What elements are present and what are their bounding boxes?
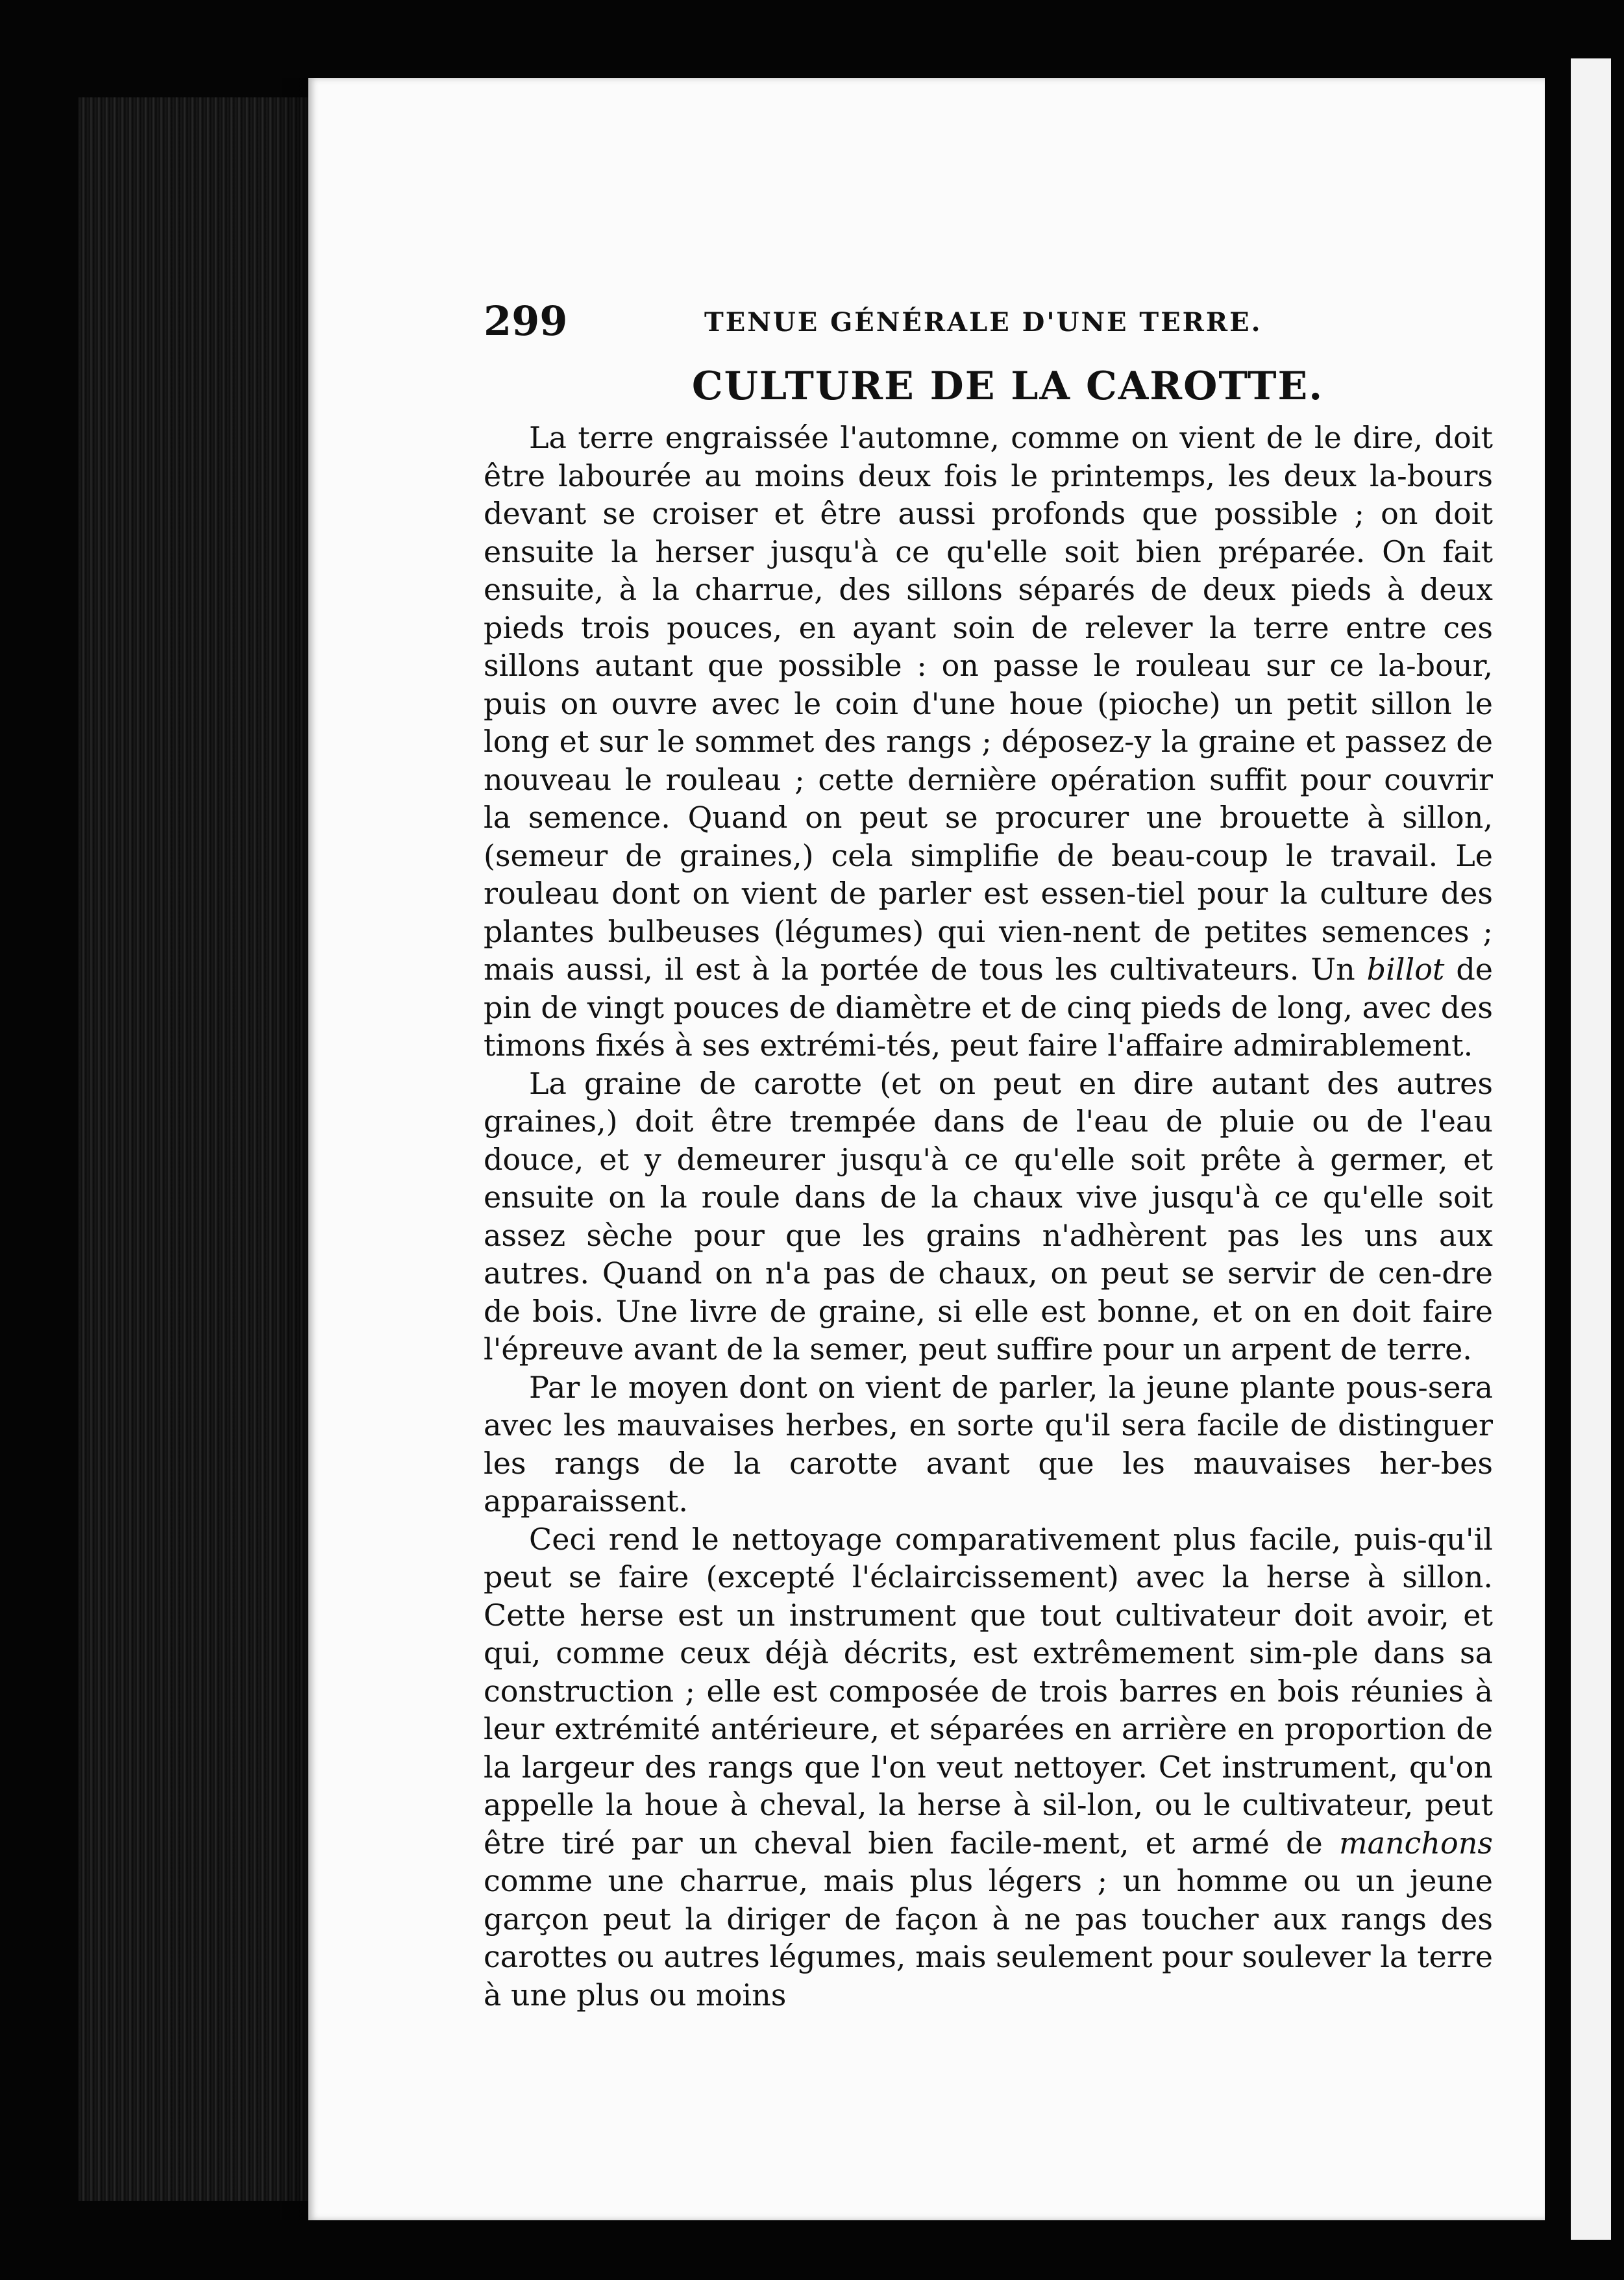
paragraph-1 [484,419,1493,1065]
paragraph-2: La graine de carotte (et on peut en dire autant des autres graines,) doit être trempée dans de l'eau de pluie ou de l'eau douce, et y demeurer jusqu'à ce qu'elle soit prête à germer, et ensuite on la roule dans de la chaux vive jusqu'à ce qu'elle soit assez sèche pour que les grains n'adhèrent pas les uns aux autres. Quand on n'a pas de chaux, on peut se servir de cen-dre de bois. Une livre de graine, si elle est bonne, et on en doit faire l'épreuve avant de la semer, peut suffire pour un arpent de terre. [484,1065,1493,1367]
running-head [484,295,1493,354]
paragraph-3: Par le moyen dont on vient de parler, la jeune plante pous-sera avec les mauvaises herbes, en sorte qu'il sera facile de distinguer les rangs de la carotte avant que les mauvaises her-bes apparaissent. [484,1369,1493,1518]
next-page-edge [1571,58,1611,2240]
paragraph-4-text-a: Ceci rend le nettoyage comparativement plus facile, puis-qu'il peut se faire (excepté l'éclaircissement) avec la herse à sillon. Cette herse est un instrument que tout cultivateur doit avoir, et qui, comme ceux déjà décrits, est extrêmement sim-ple dans sa construction ; elle est composée de trois barres en bois réunies à leur extrémité antérieure, et séparées en arrière en proportion de la largeur des rangs que l'on veut nettoyer. Cet instrument, qu'on appelle la houe à cheval, la herse à sil-lon, ou le cultivateur, peut être tiré par un cheval bien facile-ment, et armé de [484,1521,1493,1861]
chapter-title: CULTURE DE LA CAROTTE. [691,364,1324,409]
page-number: 299 [484,297,568,345]
paragraph-1-text-b: de pin de vingt pouces de diamètre et de cinq pieds de long, avec des timons fixés à ses extrémi-tés, peut faire l'affaire admirablement. [484,952,1493,1063]
paragraph-4-text-b: comme une charrue, mais plus légers ; un homme ou un jeune garçon peut la diriger de façon à ne pas toucher aux rangs des carottes ou autres légumes, mais seulement pour soulever la terre à une plus ou moins [484,1863,1493,2013]
running-title: TENUE GÉNÉRALE D'UNE TERRE. [704,307,1262,338]
paragraph-4-emphasis: manchons [1339,1825,1493,1861]
paragraph-1-text-a: La terre engraissée l'automne, comme on vient de le dire, doit être labourée au moins deux fois le printemps, les deux la-bours devant se croiser et être aussi profonds que possible ; on doit ensuite la herser jusqu'à ce qu'elle soit bien préparée. On fait ensuite, à la charrue, des sillons séparés de deux pieds à deux pieds trois pouces, en ayant soin de relever la terre entre ces sillons autant que possible : on passe le rouleau sur ce la-bour, puis on ouvre avec le coin d'une houe (pioche) un petit sillon le long et sur le sommet des rangs ; déposez-y la graine et passez de nouveau le rouleau ; cette dernière opération suffit pour couvrir la semence. Quand on peut se procurer une brouette à sillon, (semeur de graines,) cela simplifie de beau-coup le travail. Le rouleau dont on vient de parler est essen-tiel pour la culture des plantes bulbeuses (légumes) qui vien-nent de petites semences ; mais aussi, il est à la portée de tous les cultivateurs. Un [484,420,1493,987]
paragraph-4 [484,1520,1493,2014]
page-content [484,295,1493,2014]
book-page [308,78,1545,2220]
paragraph-1-emphasis: billot [1366,952,1445,987]
